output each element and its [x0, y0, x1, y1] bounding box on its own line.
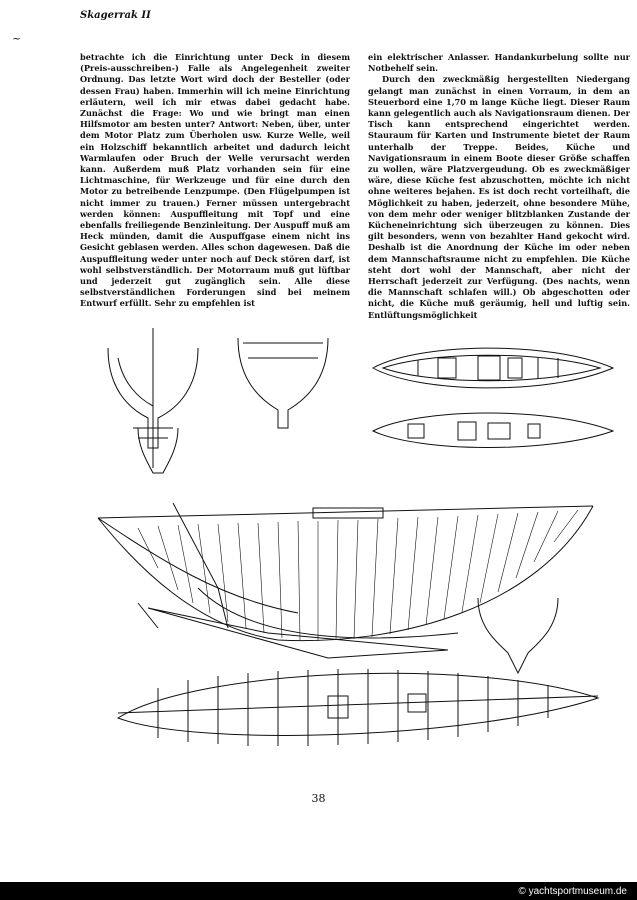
text-column-left	[80, 52, 350, 310]
paragraph: ein elektrischer Anlasser. Handankurbelung sollte nur Notbehelf sein.	[368, 52, 630, 74]
margin-mark: ~	[12, 32, 22, 45]
page-number: 38	[311, 792, 326, 805]
deck-beam-plan	[118, 669, 598, 746]
paragraph: Durch den zweckmäßig hergestellten Niedergang gelangt man zunächst in einen Vorraum, in dem an Steuerbord eine 1,70 m lange Küche liegt. Dieser Raum kann gelegentlich auch als Navigationsraum dienen. Der Tisch kann entsprechend eingerichtet werden. Stauraum für Karten und Instrumente bietet der Raum unterhalb der Treppe. Beides, Küche und Navigationsraum in einem Boote dieser Größe schaffen zu wollen, wäre Platzvergeudung. Ob es zweckmäßiger wäre, diese Küche fest abzuschotten, möchte ich nicht ohne weiteres bejahen. Es ist doch recht vorteilhaft, die Möglichkeit zu haben, jederzeit, ohne besondere Mühe, von dem mehr oder weniger blitzblanken Zustande der Kücheneinrichtung sich überzeugen zu können. Dies gilt besonders, wenn von bezahlter Hand gekocht wird. Deshalb ist die Anordnung der Küche im oder neben dem Mannschaftsraume nicht zu empfehlen. Die Küche steht dort wohl der Mannschaft, aber nicht der Herrschaft jederzeit zur Verfügung. (Des nachts, wenn die Mannschaft schlafen will.) Ob abgeschotten oder nicht, die Küche muß geräumig, hell und luftig sein. Entlüftungsmöglichkeit	[368, 74, 630, 320]
watermark: © yachtsportmuseum.de	[518, 886, 627, 897]
paragraph: betrachte ich die Einrichtung unter Deck in diesem (Preis-ausschreiben-) Falle als Angelegenheit zweiter Ordnung. Das letzte Wort wird doch der Besteller (oder dessen Frau) haben. Immerhin will ich meine Einrichtung erläutern, weil ich mir etwas dabei gedacht habe. Zunächst die Frage: Wo und wie bringt man einen Hilfsmotor am besten unter? Antwort: Neben, über, unter dem Motor Platz zum Überholen usw. Kurze Welle, weil ein Holzschiff bekanntlich arbeitet und dadurch leicht Warmlaufen oder Bruch der Welle verursacht werden kann. Außerdem muß Platz vorhanden sein für eine Lichtmaschine, für Werkzeuge und für eine durch den Motor zu betreibende Lenzpumpe. (Den Flügelpumpen ist nicht immer zu trauen.) Ferner müssen untergebracht werden können: Auspuffleitung mit Topf und eine ebenfalls freiliegende Benzinleitung. Der Auspuff muß am Heck münden, damit die Auspuffgase einem nicht ins Gesicht geblasen werden. Alles schon dagewesen. Daß die Auspuffleitung weder unter noch auf Deck stören darf, ist wohl selbstverständlich. Der Motorraum muß gut lüftbar und jederzeit gut zugänglich sein. Alle diese selbstverständlichen Forderungen sind bei meinem Entwurf erfüllt. Sehr zu empfehlen ist	[80, 52, 350, 309]
frame-section-drawing	[238, 338, 328, 428]
midship-section-drawing	[108, 328, 198, 468]
yacht-construction-drawing	[78, 328, 618, 758]
footer-bar	[0, 882, 637, 900]
running-header: Skagerrak II	[80, 10, 151, 21]
stern-section-drawing	[478, 598, 558, 673]
text-column-right	[368, 52, 630, 321]
frames	[138, 510, 578, 641]
deck-plan-bottom	[373, 413, 613, 448]
deck-plan-top	[373, 348, 613, 388]
